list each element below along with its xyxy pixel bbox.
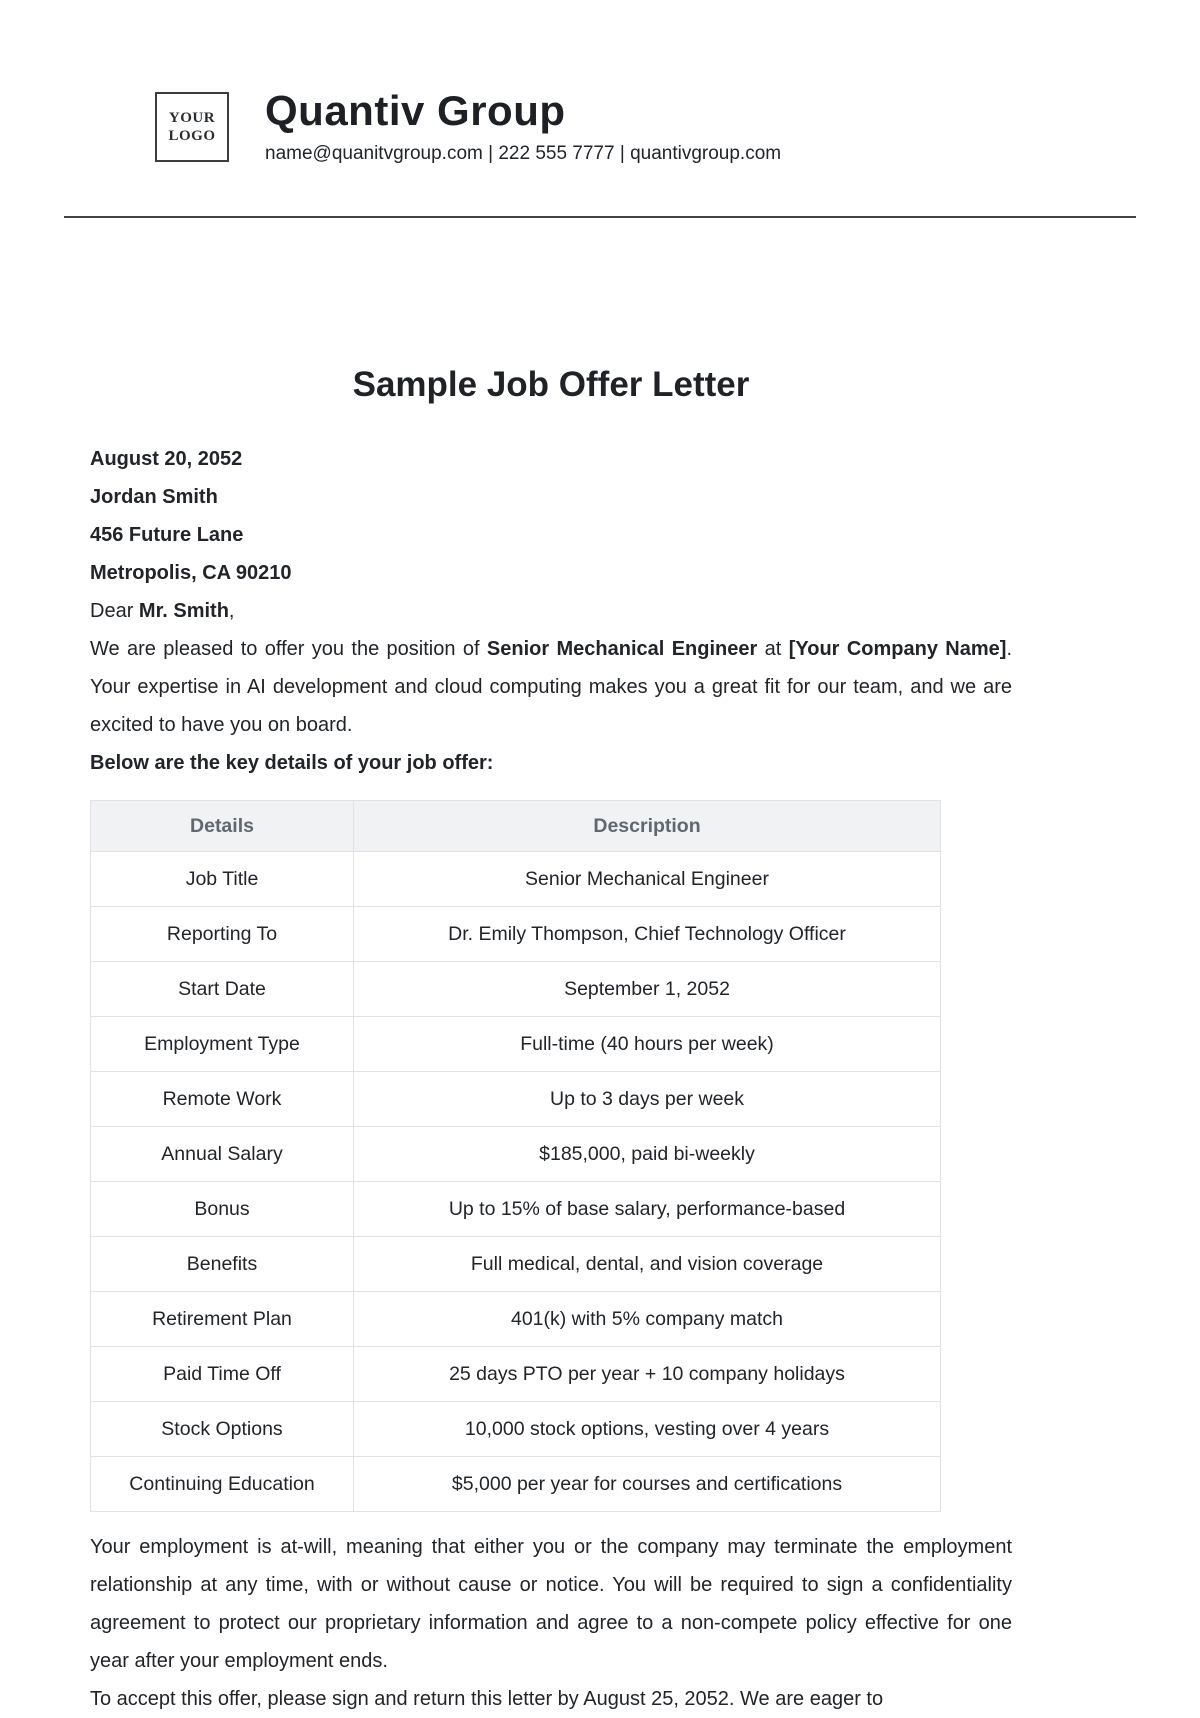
- recipient-name: Jordan Smith: [90, 486, 218, 509]
- company-name-placeholder: [Your Company Name]: [788, 638, 1007, 661]
- acceptance-paragraph: To accept this offer, please sign and return this letter by August 25, 2052. We are eager to: [90, 1688, 884, 1711]
- column-header-details: Details: [91, 801, 354, 852]
- table-row: [91, 1182, 941, 1237]
- brand-block: [265, 88, 781, 165]
- table-row: [91, 1402, 941, 1457]
- detail-label: Bonus: [91, 1182, 354, 1237]
- at-will-paragraph: Your employment is at-will, meaning that either you or the company may terminate the employment relationship at any time, with or without cause or notice. You will be required to sign a confidentiality agreement to protect our proprietary information and agree to a non-compete policy effective for one year after your employment ends.: [90, 1536, 1012, 1673]
- intro-text-2: at: [757, 638, 789, 661]
- detail-label: Job Title: [91, 852, 354, 907]
- logo-placeholder: [155, 92, 229, 162]
- table-row: [91, 1237, 941, 1292]
- offer-details-table: [90, 800, 941, 1512]
- detail-value: 401(k) with 5% company match: [354, 1292, 941, 1347]
- company-name: Quantiv Group: [265, 87, 566, 134]
- logo-text-line2: LOGO: [168, 127, 216, 144]
- table-row: [91, 1457, 941, 1512]
- detail-value: September 1, 2052: [354, 962, 941, 1017]
- detail-label: Employment Type: [91, 1017, 354, 1072]
- salutation-name: Mr. Smith: [138, 600, 229, 623]
- detail-value: Full-time (40 hours per week): [354, 1017, 941, 1072]
- column-header-description: Description: [354, 801, 941, 852]
- detail-label: Reporting To: [91, 907, 354, 962]
- intro-text-1: We are pleased to offer you the position of: [90, 638, 487, 661]
- table-row: [91, 962, 941, 1017]
- letter-title: Sample Job Offer Letter: [352, 365, 750, 405]
- table-row: [91, 1127, 941, 1182]
- table-row: [91, 907, 941, 962]
- detail-label: Start Date: [91, 962, 354, 1017]
- table-row: [91, 1292, 941, 1347]
- header-divider: [64, 216, 1136, 218]
- salutation-suffix: ,: [228, 600, 235, 623]
- salutation-prefix: Dear: [90, 600, 139, 623]
- detail-label: Stock Options: [91, 1402, 354, 1457]
- table-row: [91, 1017, 941, 1072]
- table-row: [91, 1347, 941, 1402]
- logo-text-line1: YOUR: [168, 109, 216, 126]
- detail-value: Dr. Emily Thompson, Chief Technology Officer: [354, 907, 941, 962]
- detail-value: Senior Mechanical Engineer: [354, 852, 941, 907]
- contact-line: name@quanitvgroup.com | 222 555 7777 | quantivgroup.com: [265, 143, 782, 165]
- table-row: [91, 1072, 941, 1127]
- position-title: Senior Mechanical Engineer: [486, 638, 758, 661]
- intro-text-3: . Your expertise in AI development and cloud computing makes you a great fit for our team, and we are excited to have you on board.: [90, 638, 1013, 737]
- letter-content: [0, 364, 1200, 1718]
- detail-value: $185,000, paid bi-weekly: [354, 1127, 941, 1182]
- recipient-address-line1: 456 Future Lane: [90, 524, 244, 547]
- detail-label: Annual Salary: [91, 1127, 354, 1182]
- detail-value: 10,000 stock options, vesting over 4 years: [354, 1402, 941, 1457]
- salutation: [90, 592, 1012, 630]
- letterhead: [0, 0, 1200, 165]
- detail-label: Continuing Education: [91, 1457, 354, 1512]
- letter-date: August 20, 2052: [90, 448, 243, 471]
- detail-value: 25 days PTO per year + 10 company holidays: [354, 1347, 941, 1402]
- detail-label: Benefits: [91, 1237, 354, 1292]
- detail-value: Full medical, dental, and vision coverage: [354, 1237, 941, 1292]
- detail-label: Remote Work: [91, 1072, 354, 1127]
- detail-value: Up to 3 days per week: [354, 1072, 941, 1127]
- detail-label: Paid Time Off: [91, 1347, 354, 1402]
- detail-label: Retirement Plan: [91, 1292, 354, 1347]
- table-header-row: [91, 801, 941, 852]
- letter-body: [90, 440, 1012, 1718]
- details-heading: Below are the key details of your job offer:: [90, 752, 494, 775]
- recipient-address-line2: Metropolis, CA 90210: [90, 562, 292, 585]
- intro-paragraph: [90, 630, 1012, 744]
- table-row: [91, 852, 941, 907]
- detail-value: Up to 15% of base salary, performance-based: [354, 1182, 941, 1237]
- detail-value: $5,000 per year for courses and certifications: [354, 1457, 941, 1512]
